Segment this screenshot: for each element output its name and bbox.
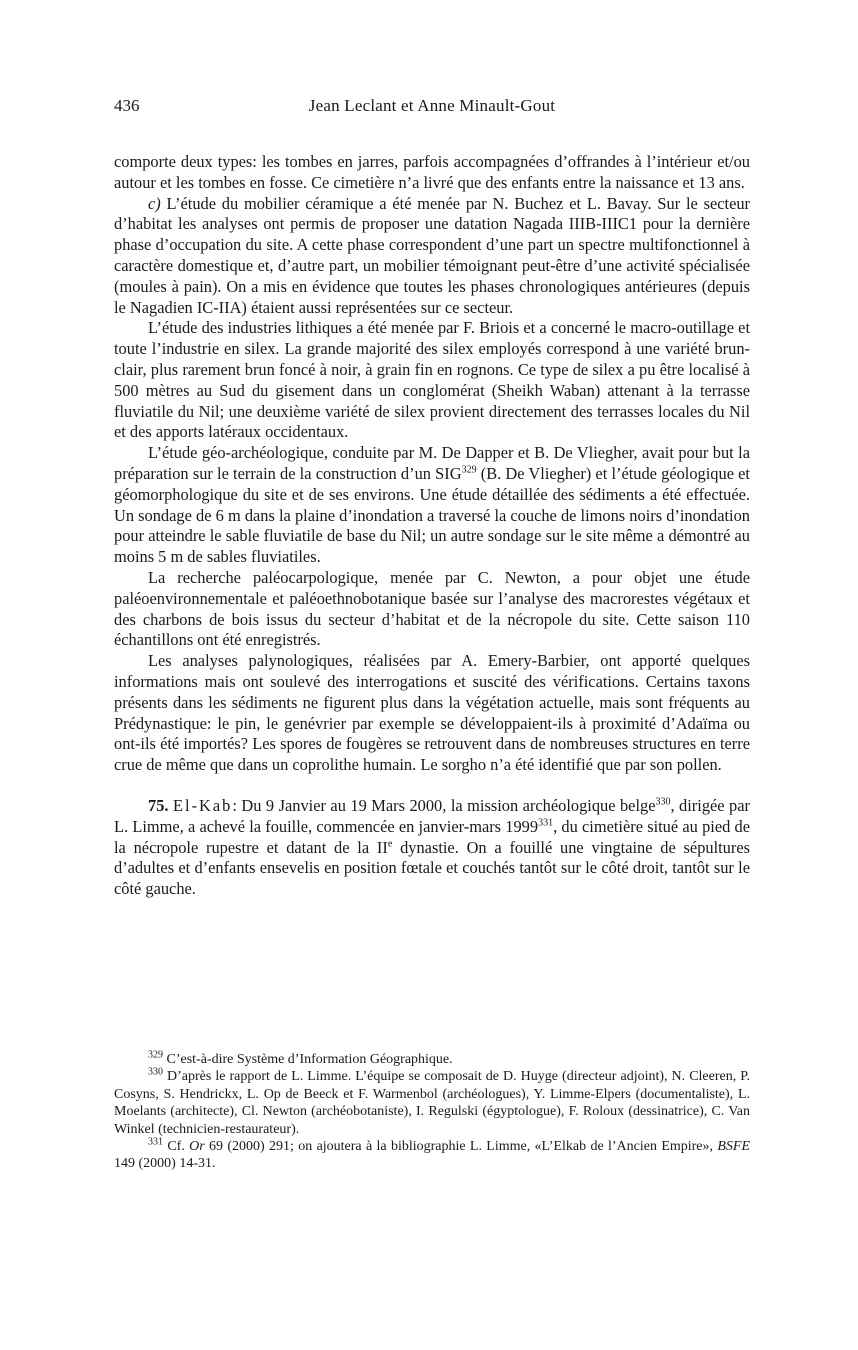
journal-title: Or (189, 1139, 205, 1155)
paragraph-text: (B. De Vliegher) et l’étude géologique et géomorphologique du site et de ses environs. Une étude détaillée des sédiments a été effectuée. Un sondage de 6 m dans la plaine d’inondation a traversé la couche de limons noirs d’inondation pour atteindre le sable fluviatile de base du Nil; un autre sondage sur le site même a démontré au moins 5 m de sables fluviatiles. (114, 463, 750, 567)
paragraph-text: , dirigée par L. Limme, a achevé la fouille, commencée en janvier-mars 1999 (114, 795, 750, 836)
footnote-number: 331 (148, 1136, 163, 1148)
paragraph-label: c) (148, 193, 161, 213)
footnote-329 (114, 1051, 750, 1068)
paragraph-geoarchaeology (114, 443, 750, 568)
running-title: Jean Leclant et Anne Minault-Gout (308, 96, 556, 115)
journal-title: BSFE (717, 1139, 751, 1155)
section-75 (114, 796, 750, 900)
paragraph-paleocarpology: La recherche paléocarpologique, menée par C. Newton, a pour objet une étude paléoenvironnementale et paléoethnobotanique basée sur l’analyse des macrorestes végétaux et des charbons de bois issus du secteur d’habitat et de la nécropole du site. Cette saison 110 échantillons ont été enregistrés. (114, 567, 750, 650)
footnote-text: D’après le rapport de L. Limme. L’équipe se composait de D. Huyge (directeur adjoint), N. Cleeren, P. Cosyns, S. Hendrickx, L. Op de Beeck et F. Warmenbol (archéologues), Y. Limme-Elpers (documentaliste), L. Moelants (architecte), Cl. Newton (archéobotaniste), I. Regulski (égyptologue), F. Roloux (dessinatrice), C. Van Winkel (technicien-restaurateur). (114, 1069, 750, 1137)
section-site-name: El-Kab (173, 795, 233, 815)
footnote-text: 69 (2000) 291; on ajoutera à la bibliographie L. Limme, «L’Elkab de l’Ancien Empire», (204, 1139, 718, 1155)
page-content (114, 96, 750, 900)
running-header (114, 96, 750, 122)
paragraph-palynology: Les analyses palynologiques, réalisées par A. Emery-Barbier, ont apporté quelques informations mais ont soulevé des interrogations et suscité des vérifications. Certains taxons présents dans les sédiments ne figurent plus dans la végétation actuelle, mais sont fréquents au Prédynastique: le pin, le genévrier par exemple se développaient-ils à proximité d’Adaïma ou ont-ils été importés? Les spores de fougères se retrouvent dans de nombreuses structures en terre crue de même que dans un coprolithe humain. Le sorgho n’a été identifié que par son pollen. (114, 651, 750, 775)
body-text (114, 152, 750, 900)
ordinal-superscript: e (387, 838, 393, 850)
footnote-331 (114, 1138, 750, 1173)
paragraph-text: dynastie. On a fouillé une vingtaine de sépultures d’adultes et d’enfants ensevelis en position fœtale et couchés tantôt sur le côté droit, tantôt sur le côté gauche. (114, 837, 750, 899)
page-number: 436 (114, 96, 140, 115)
footnote-number: 329 (148, 1049, 163, 1061)
paragraph-lithics: L’étude des industries lithiques a été menée par F. Briois et a concerné le macro-outillage et toute l’industrie en silex. La grande majorité des silex employés correspond à une variété brun-clair, plus rarement brun foncé à noir, à grain fin en rognons. Ce type de silex a pu être localisé à 500 mètres au Sud du gisement dans un conglomérat (Sheikh Waban) attenant à la terrasse fluviatile du Nil; une deuxième variété de silex provient directement des terrasses locales du Nil et des apports latéraux occidentaux. (114, 318, 750, 442)
footnotes (114, 1051, 750, 1173)
paragraph-ceramics (114, 194, 750, 319)
footnote-ref-331[interactable]: 331 (538, 817, 554, 829)
footnote-text: 149 (2000) 14-31. (114, 1156, 216, 1172)
section-number: 75. (148, 795, 169, 815)
footnote-number: 330 (148, 1066, 163, 1078)
footnote-text: C’est-à-dire Système d’Information Géographique. (163, 1052, 453, 1067)
footnote-ref-330[interactable]: 330 (655, 796, 671, 808)
footnote-text: Cf. (163, 1139, 190, 1155)
footnote-330 (114, 1068, 750, 1138)
paragraph-text: L’étude du mobilier céramique a été menée par N. Buchez et L. Bavay. Sur le secteur d’habitat les analyses ont permis de proposer une datation Nagada IIIB-IIIC1 pour la dernière phase d’occupation du site. A cette phase correspondent d’une part un spectre multifonctionnel à caractère domestique et, d’autre part, un mobilier témoignant peut-être d’une activité spécialisée (moules à pain). On a mis en évidence que toutes les phases chronologiques antérieures (depuis le Nagadien IC-IIA) étaient aussi représentées sur ce secteur. (114, 193, 750, 317)
paragraph-text: , du cimetière situé au pied de la nécropole rupestre et datant de la II (114, 816, 750, 857)
paragraph-text: : Du 9 Janvier au 19 Mars 2000, la mission archéologique belge (232, 795, 656, 815)
footnote-ref-329[interactable]: 329 (461, 464, 477, 476)
paragraph-text: L’étude géo-archéologique, conduite par M. De Dapper et B. De Vliegher, avait pour but la préparation sur le terrain de la construction d’un SIG (114, 443, 750, 483)
paragraph-continuation: comporte deux types: les tombes en jarres, parfois accompagnées d’offrandes à l’intérieur et/ou autour et les tombes en fosse. Ce cimetière n’a livré que des enfants entre la naissance et 13 ans. (114, 152, 750, 192)
